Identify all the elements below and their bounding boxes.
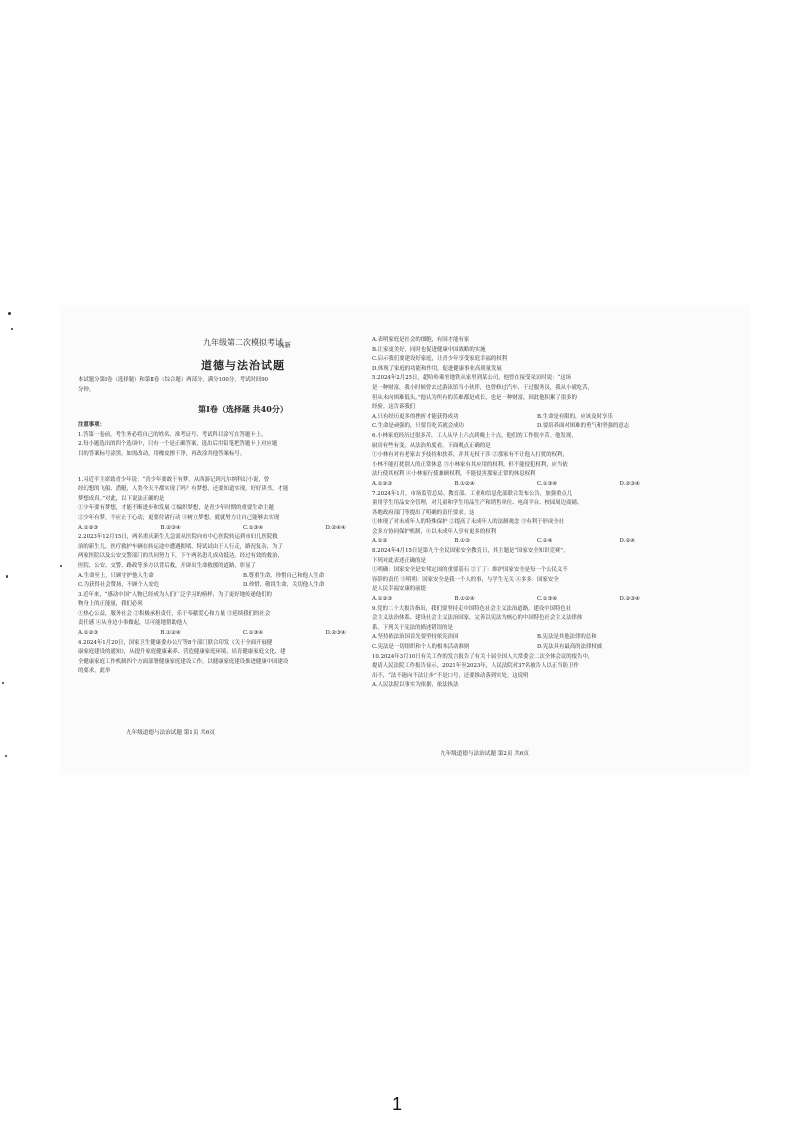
- question-line: 的要求。此举: [78, 668, 111, 675]
- question-line: 法行使其权利 ④小林家行使兼顾权利，不能侵害那家正常的休息权利: [372, 471, 536, 478]
- question-line: A.人民法院以事实为依据，依法执法: [372, 682, 459, 689]
- question-line: 但从未向困难低头。”他认为所有的苦难都是成长，也是一种财富，因此他积累了很多的: [372, 394, 577, 401]
- answer-options: [372, 422, 702, 432]
- note-line: 2.每小题选出的四个选项中，只有一个是正确答案，选出后用铅笔把答题卡上对应题: [78, 441, 278, 448]
- note-line: 1.答第一卷前，考生务必将自己的姓名、准考证号、考试科目涂写在答题卡上。: [78, 431, 267, 438]
- option: B.①②④: [160, 630, 181, 637]
- question-line: 4.2024年1月20日，国家卫生健康委办公厅等8个部门联合印发《关于全面开展健: [78, 639, 273, 646]
- note-line: 目的答案标号涂黑。如需改动，用橡皮擦干净，再改涂其他答案标号。: [78, 450, 246, 457]
- question-line: 2.2023年12月15日，两名重庆新生儿急需从医院向市中心医院转运到市妇儿医院救: [78, 534, 278, 541]
- option: D.②③④: [325, 630, 346, 637]
- answer-options: [372, 643, 702, 653]
- option: C.①③④: [243, 524, 264, 531]
- question-line: ①小林有对有老家去予技持和扶养，并其无权干涉 ②那家有不让他人打扰的权利，: [372, 452, 568, 459]
- page-footer: 九年级道德与法治试题 第2页 共6页: [440, 751, 529, 757]
- question-line: 责任感 ④从身边小事做起，尽可能地帮助他人: [78, 620, 188, 627]
- option: C.宪法是一切组织和个人的根本活动准则: [372, 644, 470, 650]
- question-line: 1.习近平主席致青少年说：“青少年要敢于有梦。从西游记到凡尔纳科幻小说，曾: [78, 476, 270, 483]
- question-line: 提请人民法院工作报告显示，2021年至2023年，人民法院对37名被告人以正当防卫作: [372, 663, 579, 670]
- answer-options: [372, 633, 702, 643]
- question-line: 3.近年来，“感动中国”人物已经成为人们广泛学习的榜样，为了更好地传递他们的: [78, 591, 272, 598]
- option: D.②③④: [619, 596, 640, 603]
- question-line: 会多方协同保护机制，④以未成年人享有更多的权利: [372, 528, 496, 535]
- option: A.生命至上，只顾守护他人生命: [78, 572, 154, 579]
- option: A.①②③: [78, 630, 99, 637]
- option: D.②④: [619, 538, 636, 545]
- scan-speck: [5, 755, 7, 757]
- question-line: ①热心公益，服务社会 ②积极承担责任，乐于奉献爱心和力量 ③延续我们的社会: [78, 610, 271, 617]
- option: A.①②③: [78, 524, 99, 531]
- notes-heading: 注意事项：: [78, 422, 105, 429]
- option: D.②④④: [325, 524, 346, 531]
- answer-options: [78, 581, 408, 591]
- option: A.坚持依法治国首先要坚持依宪治国: [372, 634, 459, 641]
- option: A.只有经历更多的挫折才能获得成功: [372, 413, 459, 420]
- question-line: 童用学生用品安全管理，对儿童和学生用品生产和销售单位、电商平台、校园周边商铺、: [372, 500, 583, 507]
- question-line: 出不，“法不能向不法让步”不是口号，还要推动落到实处。这说明: [372, 672, 529, 679]
- answer-options: [372, 537, 702, 547]
- scan-speck: [60, 565, 62, 567]
- question-line: 康家庭建设的通知》，从提升家庭健康素养、营造健康家庭环境、培育健康家庭文化、建: [78, 649, 286, 656]
- exam-title: 九年级第二次模拟考试 高新: [78, 336, 408, 350]
- answer-options: [78, 524, 408, 534]
- question-line: 系。下列关于宪法的描述错误的是: [372, 624, 453, 631]
- page-footer: 九年级道德与法治试题 第1页 共6页: [126, 730, 215, 736]
- option: B.尊重生命，珍惜自己和他人生命: [243, 572, 325, 579]
- option: D.珍惜、敬畏生命，关切他人生命: [243, 582, 325, 589]
- option: B.②③④: [160, 524, 181, 531]
- question-line: 医院、公安、交警、路政等多方以背后救，开辟出生命救援的道路，彰显了: [78, 562, 256, 569]
- option: B.①②④: [454, 596, 475, 603]
- option: D.②③④: [619, 480, 640, 487]
- question-line: 物身上的正能量，我们必须: [78, 601, 143, 608]
- exam-tag: 高新: [278, 341, 291, 349]
- intro-line: 本试题分第Ⅰ卷（选择题）和第Ⅱ卷（综合题）两部分，满分100分。考试时间90: [78, 377, 269, 383]
- option: A.①②③: [372, 596, 393, 603]
- left-column: [78, 322, 408, 677]
- option-line: B.让家更美好，同时也促进健康中国战略的实施: [372, 346, 486, 353]
- option: B.①②④: [454, 480, 475, 487]
- option: C.①③④: [537, 480, 558, 487]
- option-line: A.表明家庭是社会的细胞，有国才能有家: [372, 337, 470, 343]
- question-line: 厨房有些有变。从法治角度看，下面观点正确的是: [372, 442, 491, 449]
- question-line: 经幻想的飞船、潜艇，人类今天不都实现了吗？有梦想，还要知道实现，好好读书，才能: [78, 486, 289, 493]
- answer-options: [372, 413, 702, 423]
- question-line: ①体现了对未成年人的特殊保护 ②提高了未成年人的法制观念 ③有利于形成全社: [372, 519, 565, 526]
- scan-speck: [6, 575, 8, 578]
- right-column: [372, 336, 702, 691]
- scan-speck: [11, 328, 13, 330]
- question-line: 全健康家庭工作机制四个方面部署健康家庭建设工作，以健康家庭建设推进健康中国建设: [78, 658, 289, 665]
- option: C.生命是顽强的，只要肯吃苦就会成功: [372, 423, 464, 430]
- option: D.宪法具有最高的法律权威: [537, 644, 603, 650]
- question-line: 两家医院以及公安交警部门的共同努力下，下午两名患儿成功抵达。经过有效的救治，: [78, 553, 283, 560]
- option-line: C.启示我们要建设好家庭，让青少年享受家庭幸福的权利: [372, 356, 508, 363]
- question-line: 7.2024年1月，市场监管总局、教育部、工业和信息化部联合发布公告，加强重点儿: [372, 490, 573, 497]
- option-line: D.体现了家庭的功能和作用，促进健康事业高质量发展: [372, 365, 502, 372]
- option: A.①②: [372, 538, 388, 545]
- question-line: 是一种财富，我小时候曾去过游泳馆当小伙伴，也曾修过汽车、干过服务员，我从小就吃苦，: [372, 384, 594, 391]
- question-line: 9.党的二十大报告指出，我们要坚持走中国特色社会主义法治道路，建设中国特色社: [372, 605, 572, 612]
- question-line: 下列对此表述正确的是: [372, 557, 426, 564]
- question-line: 小林不能打扰别人的正常休息 ③小林家有其应用的权利，但不能侵犯权利，应当依: [372, 461, 568, 468]
- question-line: 梦想成真。”对此，以下说法正确的是: [78, 495, 165, 502]
- question-line: 治的新生儿。医疗救护车辆在转运途中遭遇拥堵，特试试由于人行走，路况复杂，为了: [78, 543, 283, 550]
- question-line: 6.小林家庭经历过很多苦，工人从早上六点到晚上十点，他们的工作很辛苦。他发现，: [372, 432, 577, 439]
- option: A.①②③: [372, 480, 393, 487]
- option: B.宪法是其他法律的总和: [537, 634, 597, 641]
- subject-title: 道德与法治试题: [201, 359, 285, 372]
- question-line: 容辞的责任 ③明明：国家安全是我一个人的事，与学生无关 ④多多：国家安全: [372, 576, 559, 583]
- question-line: 经验。这告诉我们: [372, 404, 416, 411]
- question-line: 10.2024年3月10日有关工作的发言报告了有关十届全国人大常委会二次全体会议的报告中，: [372, 653, 594, 660]
- option: D.要培养面对困难的勇气和坚强的意志: [537, 423, 630, 430]
- question-line: ②少年有梦，不应止于心动，更要付诸行动 ④树立梦想，就就努力让自己能够去实现: [78, 514, 280, 521]
- option: C.为获得社会赞扬，不顾个人安危: [78, 582, 160, 589]
- question-line: 会主义法治体系、建设社会主义法治国家，完善以宪法为核心的中国特色社会主义法律体: [372, 615, 583, 622]
- question-line: 是人民幸福安康的前提: [372, 586, 426, 593]
- option: C.①③④: [537, 596, 558, 603]
- answer-options: [78, 572, 408, 582]
- answer-options: [372, 595, 702, 605]
- option: B.生命是有限的，应该及时享乐: [537, 413, 613, 420]
- question-line: 5.2024年2月25日，超哈哈乘坐地铁从家里到某公司，他曾在接受采访时说：“这场: [372, 375, 572, 382]
- question-line: ①明确：国家安全是安邦定国的重要基石 ②丁丁：维护国家安全是每一个公民义不: [372, 567, 568, 574]
- option: B.①③: [454, 538, 470, 545]
- answer-options: [78, 629, 408, 639]
- scan-speck: [8, 312, 11, 315]
- page-number: 1: [391, 1094, 402, 1114]
- intro-line: 分钟。: [78, 386, 95, 393]
- option: C.①③④: [243, 630, 264, 637]
- question-line: 各地政府部门等提出了明确的责任要求。这: [372, 509, 475, 516]
- answer-options: [372, 480, 702, 490]
- section-title: 第Ⅰ卷（选择题 共40分）: [198, 404, 288, 415]
- scan-speck: [2, 682, 4, 684]
- question-line: ①少年要有梦想，才能不断进步和发展 ②编织梦想，是青少年时期的重要生命主题: [78, 505, 274, 512]
- question-line: 8.2024年4月15日是第九个全民国家安全教育日，其主题是“国家安全知识竞赛”。: [372, 548, 569, 555]
- option: C.①④: [537, 538, 553, 545]
